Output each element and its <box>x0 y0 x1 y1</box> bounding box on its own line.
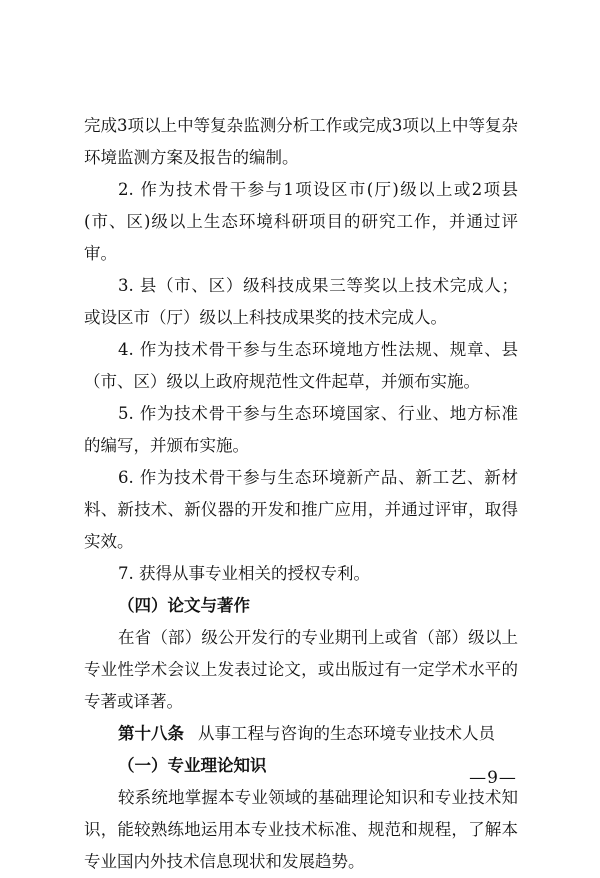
paragraph-papers: 在省（部）级公开发行的专业期刊上或省（部）级以上专业性学术会议上发表过论文，或出版过有一定学术水平的专著或译著。 <box>84 628 518 711</box>
article-title: 从事工程与咨询的生态环境专业技术人员 <box>198 724 495 743</box>
article-heading <box>84 718 518 750</box>
paragraph-theory: 较系统地掌握本专业领域的基础理论知识和专业技术知识，能较熟练地运用本专业技术标准、规范和规程，了解本专业国内外技术信息现状和发展趋势。 <box>84 788 518 871</box>
document-body <box>84 110 518 878</box>
subsection-heading: （一）专业理论知识 <box>118 756 267 775</box>
section-heading-papers: （四）论文与著作 <box>118 596 250 615</box>
list-item-6: 6. 作为技术骨干参与生态环境新产品、新工艺、新材料、新技术、新仪器的开发和推广应用，并通过评审，取得实效。 <box>84 468 518 551</box>
list-item-5: 5. 作为技术骨干参与生态环境国家、行业、地方标准的编写，并颁布实施。 <box>84 404 518 455</box>
list-item-2: 2. 作为技术骨干参与1项设区市(厅)级以上或2项县(市、区)级以上生态环境科研项目的研究工作，并通过评审。 <box>84 180 518 263</box>
list-item-7: 7. 获得从事专业相关的授权专利。 <box>118 564 370 583</box>
list-item-4: 4. 作为技术骨干参与生态环境地方性法规、规章、县（市、区）级以上政府规范性文件起草，并颁布实施。 <box>84 340 518 391</box>
list-item-3: 3. 县（市、区）级科技成果三等奖以上技术完成人；或设区市（厅）级以上科技成果奖的技术完成人。 <box>84 276 518 327</box>
page-number: —9— <box>469 768 517 788</box>
article-number: 第十八条 <box>118 724 184 743</box>
paragraph-continuation: 完成3项以上中等复杂监测分析工作或完成3项以上中等复杂环境监测方案及报告的编制。 <box>84 116 518 167</box>
